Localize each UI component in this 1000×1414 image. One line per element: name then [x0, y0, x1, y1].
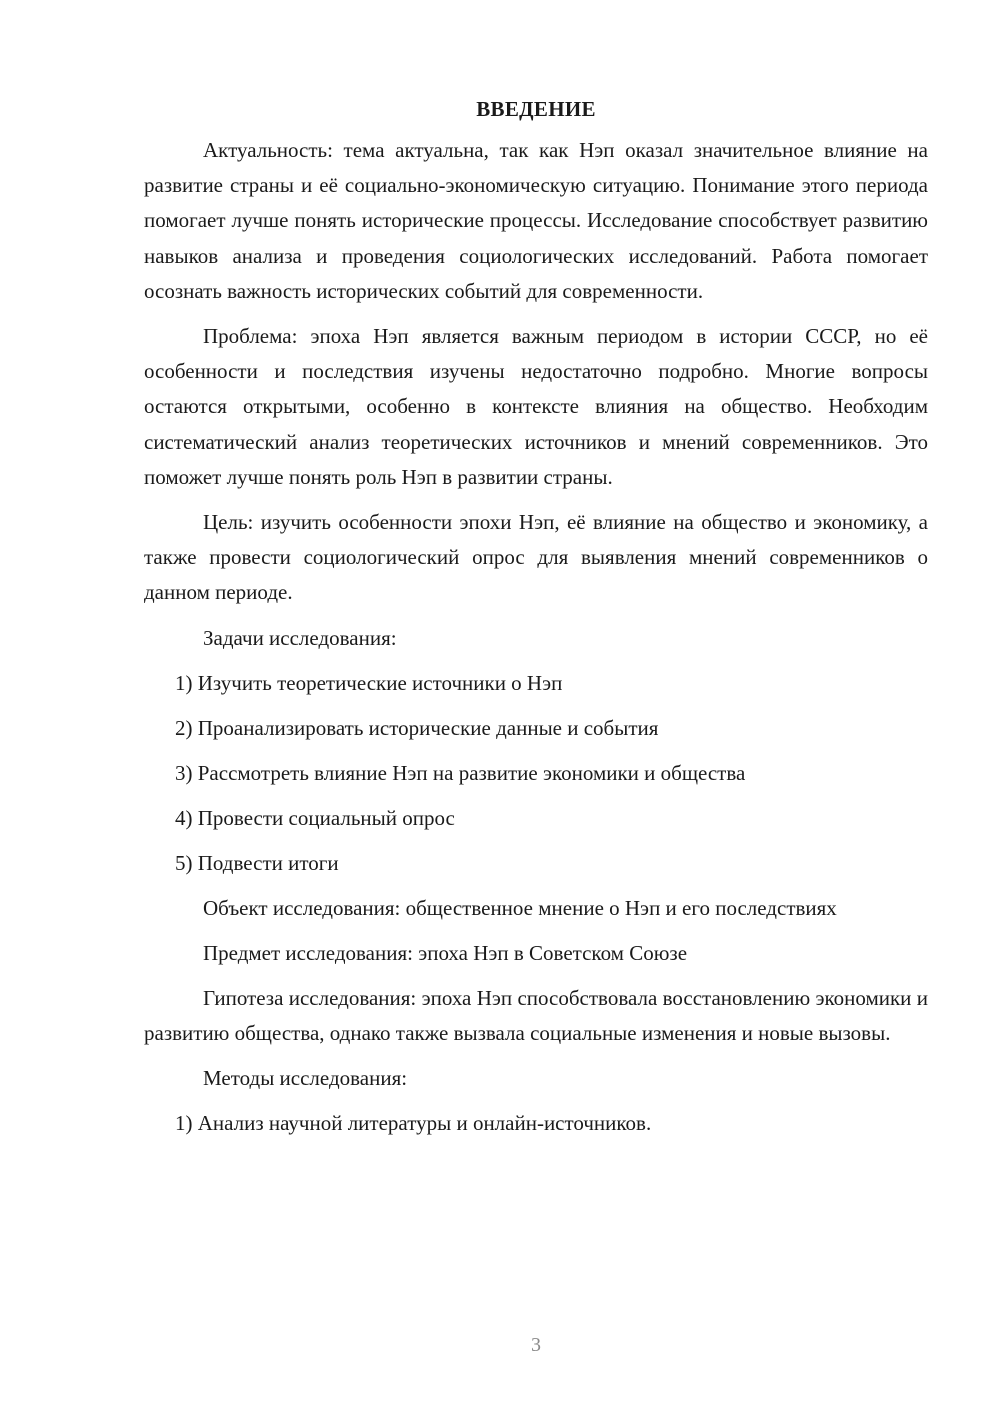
relevance-paragraph: Актуальность: тема актуальна, так как Нэп оказал значительное влияние на развитие страны и её социально-экономическую ситуацию. Понимание этого периода помогает лучше понять исторические процессы. Исследование способствует развитию навыков анализа и проведения социологических исследований. Работа помогает осознать важность исторических событий для современности.	[144, 138, 928, 303]
methods-heading: Методы исследования:	[203, 1066, 408, 1091]
goal-paragraph: Цель: изучить особенности эпохи Нэп, её влияние на общество и экономику, а также провести социологический опрос для выявления мнений современников о данном периоде.	[144, 510, 928, 605]
object-paragraph: Объект исследования: общественное мнение о Нэп и его последствиях	[203, 895, 837, 920]
hypothesis-paragraph: Гипотеза исследования: эпоха Нэп способствовала восстановлению экономики и развитию общества, однако также вызвала социальные изменения и новые вызовы.	[144, 986, 928, 1046]
page-number: 3	[531, 1334, 541, 1356]
task-item: 5) Подвести итоги	[175, 850, 339, 875]
tasks-heading: Задачи исследования:	[203, 625, 397, 650]
task-item: 2) Проанализировать исторические данные и события	[175, 715, 659, 740]
task-item: 4) Провести социальный опрос	[175, 805, 455, 830]
section-title: ВВЕДЕНИЕ	[476, 97, 596, 121]
method-item: 1) Анализ научной литературы и онлайн-источников.	[175, 1111, 652, 1136]
document-page	[144, 92, 928, 1151]
subject-paragraph: Предмет исследования: эпоха Нэп в Советском Союзе	[203, 940, 688, 965]
task-item: 1) Изучить теоретические источники о Нэп	[175, 670, 563, 695]
problem-paragraph: Проблема: эпоха Нэп является важным периодом в истории СССР, но её особенности и последствия изучены недостаточно подробно. Многие вопросы остаются открытыми, особенно в контексте влияния на общество. Необходим систематический анализ теоретических источников и мнений современников. Это поможет лучше понять роль Нэп в развитии страны.	[144, 324, 928, 489]
task-item: 3) Рассмотреть влияние Нэп на развитие экономики и общества	[175, 760, 746, 785]
